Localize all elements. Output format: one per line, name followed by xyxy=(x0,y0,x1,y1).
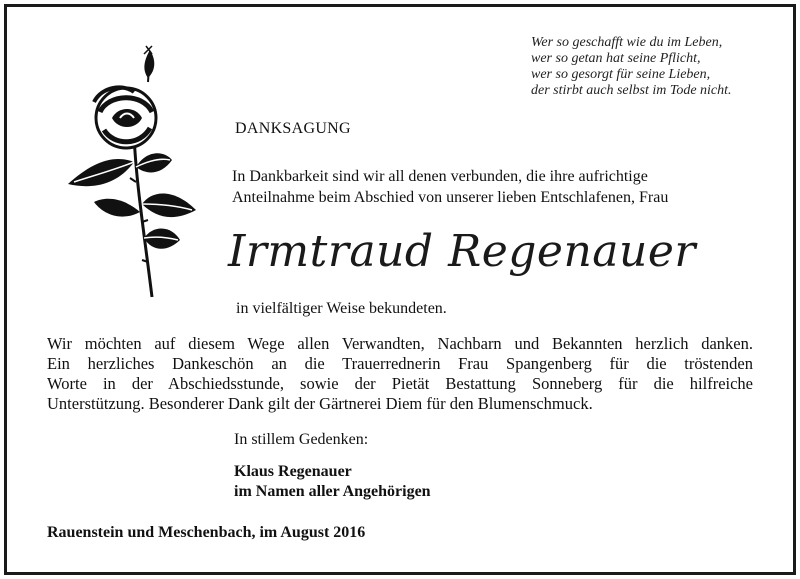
body-line: Ein herzliches Dankeschön an die Trauerrednerin Frau Spangenberg für die tröstenden xyxy=(47,354,753,373)
body-text xyxy=(47,334,753,414)
signers xyxy=(234,462,431,502)
poem-line: wer so getan hat seine Pflicht, xyxy=(531,51,701,66)
signer-name: Klaus Regenauer xyxy=(234,463,352,480)
body-line: Worte in der Abschiedsstunde, sowie der Pietät Bestattung Sonneberg für die hilfreiche xyxy=(47,374,753,393)
intro-line: Anteilnahme beim Abschied von unserer lieben Entschlafenen, Frau xyxy=(232,189,669,206)
place-date: Rauenstein und Meschenbach, im August 2016 xyxy=(47,524,366,541)
intro-line: In Dankbarkeit sind wir all denen verbunden, die ihre aufrichtige xyxy=(232,168,648,185)
poem xyxy=(531,35,781,99)
deceased-name: Irmtraud Regenauer xyxy=(228,226,696,277)
poem-line: Wer so geschafft wie du im Leben, xyxy=(531,35,723,50)
poem-line: der stirbt auch selbst im Tode nicht. xyxy=(531,83,732,98)
rose-icon xyxy=(64,42,204,300)
heading: DANKSAGUNG xyxy=(235,120,351,137)
body-line: Wir möchten auf diesem Wege allen Verwandten, Nachbarn und Bekannten herzlich danken. xyxy=(47,334,753,353)
body-line: Unterstützung. Besonderer Dank gilt der Gärtnerei Diem für den Blumenschmuck. xyxy=(47,394,593,413)
fulfilled-line: in vielfältiger Weise bekundeten. xyxy=(236,300,447,317)
signer-note: im Namen aller Angehörigen xyxy=(234,483,431,500)
memory-line: In stillem Gedenken: xyxy=(234,431,369,448)
poem-line: wer so gesorgt für seine Lieben, xyxy=(531,67,711,82)
intro-text xyxy=(232,166,668,208)
